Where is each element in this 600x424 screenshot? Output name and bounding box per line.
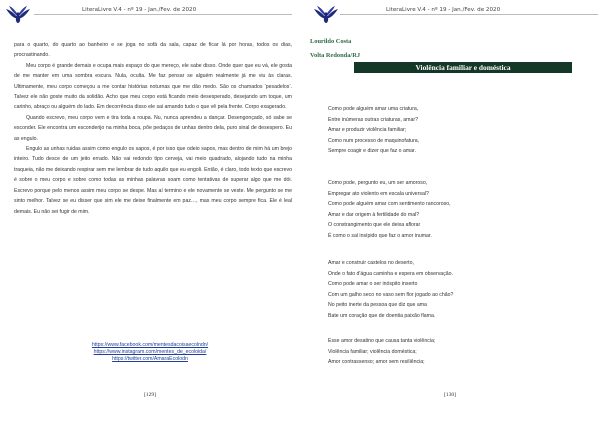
header-divider <box>34 14 292 15</box>
poem-line: Amar e construir castelos no deserto, <box>328 260 414 266</box>
paragraph: Engulo as unhas ruidas assim como engulo os sapos, é por isso que odeio sapos, mas dentro de mim há um brejo inteiro. Tudo desce de um jeito errado. Não vai redondo tipo cerveja, vai meio quadrado, alojando tudo na minha traqueia, não me deixando respirar sem me lembrar de tudo aquilo que eu engoli. Então, é claro, todo texto que escrevo é sobre o meu corpo e sobre como todas as minhas palavras soam como tentativas de superar algo que me dói. Escrevo porque pelo menos assim meu corpo se despe. Mas aí termino e ele novamente se veste. Me pergunto se me sinto melhor. Talvez se eu disser que sim ele me deixe finalmente em paz…, mas meu corpo sempre fica. Ele é leal demais. Eu não sei fugir de mim. <box>14 146 292 215</box>
header-divider <box>340 14 598 15</box>
paragraph: para o quarto, do quarto ao banheiro e se joga no sofá da sala, capaz de ficar lá por horas, todos os dias, procrastinando. <box>14 42 292 59</box>
paragraph: Meu corpo é grande demais e ocupa mais espaço do que mereço, ele sabe disso. Onde quer que eu vá, ele gosta de me manter em uma sombra escura. Nula, oculta. Me faz pensar se alguém realmente já me viu às claras. Ultimamente, meu corpo começou a me contar histórias noturnas que me dão medo. São os chamados ‘pesadelos’. Talvez ele não goste muito da solidão. Acho que meu corpo está ficando meio desesperado, desejando um toque, um carinho, abraço ou alguém do lado. Em decorrência disso ele sai amando tudo o que vê pela frente. Corpo exagerado. <box>14 62 292 111</box>
header-title: LiteraLivre V.4 - nº 19 - Jan./Fev. de 2020 <box>386 7 501 13</box>
poem-line: Como pode amar o ser inóspito inserto <box>328 281 418 288</box>
poem-line: O constrangimento que ele deixa aflorar <box>328 222 421 229</box>
poem-stanza <box>328 104 590 157</box>
poem-line: Como pode alguém amar com sentimento rancoroso, <box>328 201 451 208</box>
poem-line: Amor contrassenso; amor sem resiliência; <box>328 359 425 366</box>
poem-line: Esse amor desatino que causa tanta violência; <box>328 338 436 344</box>
author-location: Volta Redonda/RJ <box>310 52 361 59</box>
prose-text <box>14 40 292 217</box>
poem-title: Violência familiar e doméstica <box>354 62 572 73</box>
right-page <box>300 0 600 424</box>
poem-stanza <box>328 258 590 322</box>
header-title: LiteraLivre V.4 - nº 19 - Jan./Fev. de 2020 <box>82 7 197 13</box>
poem-line: Como pode alguém amar uma criatura, <box>328 106 419 112</box>
poem-line: Amar e dar origem à fertilidade do mal? <box>328 211 420 218</box>
poem-line: Bate um coração que de doentia paixão flama. <box>328 312 436 319</box>
page-number: [129] <box>143 392 157 398</box>
poem-line: Onde o fato d'água caminha e espera em observação. <box>328 270 453 277</box>
author-name: Lourildo Costa <box>310 38 352 45</box>
poem-line: Entre inúmeras outras criaturas, amar? <box>328 116 418 123</box>
poem-line: Sempre coagir e dizer que faz o amar. <box>328 148 416 155</box>
poem-line: É como o sal insípido que faz o amor inumar. <box>328 232 432 239</box>
twitter-link[interactable]: https://twitter.com/AmaraEcolodn <box>112 356 188 363</box>
poem-line: Violência familiar; violência doméstica; <box>328 348 417 355</box>
poem-line: Como num processo de maquinofatura, <box>328 137 420 144</box>
poem-line: Com um galho seco no vaso sem flor jogado ao chão? <box>328 291 454 298</box>
poem-stanza <box>328 336 590 368</box>
facebook-link[interactable]: https://www.facebook.com/mentesdacoisaecolndn/ <box>91 342 209 348</box>
poem-stanza <box>328 178 590 242</box>
instagram-link[interactable]: https://www.instagram.com/mentes_de_ecoloida/ <box>93 349 207 356</box>
page-number: [130] <box>443 392 457 398</box>
paragraph: Quando escrevo, meu corpo vem e tira toda a roupa. Nu, nunca aprendeu a dançar. Desengonçado, só sabe se esconder. Ele encontra um esconderijo na minha boca, põe pedaços de unhas dentro dela, puro sinal de desespero. Eu as engulo. <box>14 114 292 142</box>
poem-line: Como pode, pergunto eu, um ser amoroso, <box>328 180 428 186</box>
poem-line: Amar e produzir violência familiar; <box>328 127 407 134</box>
social-links <box>0 342 300 364</box>
winged-bird-logo-icon <box>314 4 338 26</box>
winged-bird-logo-icon <box>6 4 30 26</box>
poem-line: Empregar ato violento em escala universal? <box>328 190 429 197</box>
poem-line: No peito inerte da pessoa que diz que ama <box>328 302 427 309</box>
